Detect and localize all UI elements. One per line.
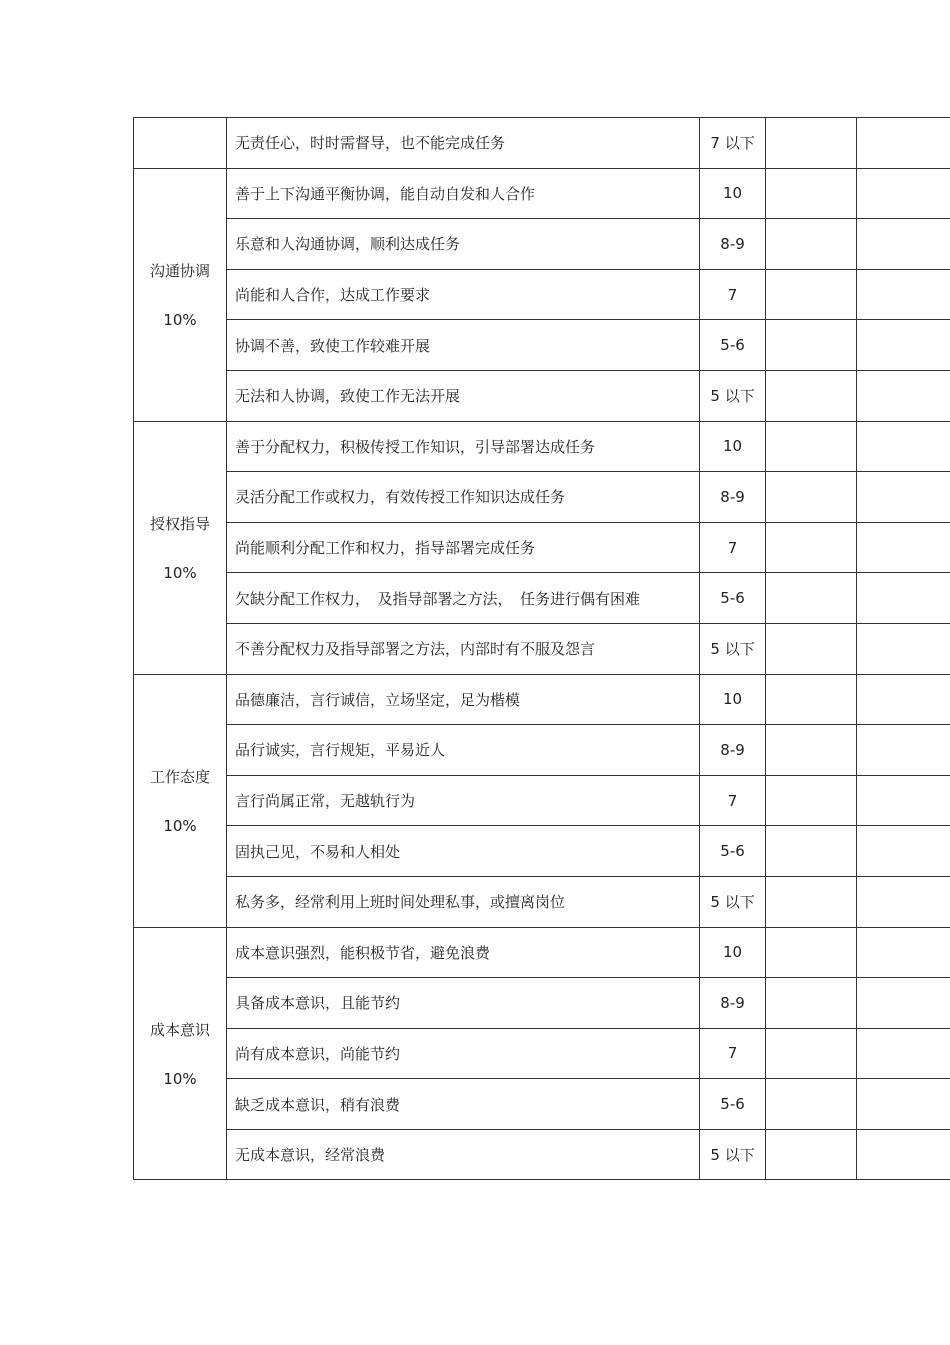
remark-cell <box>856 168 950 219</box>
table-row <box>134 725 950 776</box>
evaluation-table-body <box>134 118 950 1180</box>
remark-cell <box>856 978 950 1029</box>
remark-cell <box>856 876 950 927</box>
rating-cell <box>766 1129 856 1180</box>
category-name: 成本意识 <box>149 1020 210 1039</box>
table-row <box>134 522 950 573</box>
remark-cell <box>856 725 950 776</box>
remark-cell <box>856 1028 950 1079</box>
score-range: 5-6 <box>699 826 765 877</box>
remark-cell <box>856 826 950 877</box>
rating-cell <box>766 1079 856 1130</box>
remark-cell <box>856 1129 950 1180</box>
criteria-description: 善于上下沟通平衡协调，能自动自发和人合作 <box>226 168 699 219</box>
remark-cell <box>856 522 950 573</box>
table-row <box>134 573 950 624</box>
score-range: 10 <box>699 674 765 725</box>
score-range: 8-9 <box>699 978 765 1029</box>
rating-cell <box>766 269 856 320</box>
table-row <box>134 472 950 523</box>
table-row <box>134 623 950 674</box>
table-row <box>134 118 950 169</box>
rating-cell <box>766 421 856 472</box>
rating-cell <box>766 522 856 573</box>
rating-cell <box>766 978 856 1029</box>
category-weight: 10% <box>163 1069 197 1088</box>
criteria-description: 尚有成本意识，尚能节约 <box>226 1028 699 1079</box>
score-range: 8-9 <box>699 472 765 523</box>
rating-cell <box>766 1028 856 1079</box>
table-row <box>134 1129 950 1180</box>
score-range: 10 <box>699 168 765 219</box>
table-row <box>134 674 950 725</box>
category-weight: 10% <box>163 817 197 836</box>
criteria-description: 善于分配权力，积极传授工作知识，引导部署达成任务 <box>226 421 699 472</box>
criteria-description: 无责任心，时时需督导，也不能完成任务 <box>226 118 699 169</box>
table-row <box>134 1028 950 1079</box>
criteria-description: 无法和人协调，致使工作无法开展 <box>226 370 699 421</box>
category-cell-empty <box>134 118 227 169</box>
category-name: 工作态度 <box>149 768 210 787</box>
criteria-description: 成本意识强烈，能积极节省，避免浪费 <box>226 927 699 978</box>
score-range: 7 以下 <box>699 118 765 169</box>
criteria-description: 缺乏成本意识，稍有浪费 <box>226 1079 699 1130</box>
rating-cell <box>766 168 856 219</box>
remark-cell <box>856 927 950 978</box>
rating-cell <box>766 775 856 826</box>
remark-cell <box>856 775 950 826</box>
rating-cell <box>766 826 856 877</box>
criteria-description: 品德廉洁，言行诚信，立场坚定，足为楷模 <box>226 674 699 725</box>
score-range: 7 <box>699 269 765 320</box>
remark-cell <box>856 573 950 624</box>
rating-cell <box>766 320 856 371</box>
table-row <box>134 219 950 270</box>
criteria-description: 乐意和人沟通协调，顺利达成任务 <box>226 219 699 270</box>
remark-cell <box>856 320 950 371</box>
table-row <box>134 421 950 472</box>
criteria-description: 言行尚属正常，无越轨行为 <box>226 775 699 826</box>
remark-cell <box>856 370 950 421</box>
criteria-description: 欠缺分配工作权力， 及指导部署之方法， 任务进行偶有困难 <box>226 573 699 624</box>
criteria-description: 尚能顺利分配工作和权力，指导部署完成任务 <box>226 522 699 573</box>
score-range: 7 <box>699 775 765 826</box>
table-row <box>134 1079 950 1130</box>
criteria-description: 品行诚实，言行规矩，平易近人 <box>226 725 699 776</box>
rating-cell <box>766 725 856 776</box>
remark-cell <box>856 421 950 472</box>
table-row <box>134 876 950 927</box>
criteria-description: 不善分配权力及指导部署之方法，内部时有不服及怨言 <box>226 623 699 674</box>
category-cell <box>134 168 227 421</box>
category-cell <box>134 674 227 927</box>
remark-cell <box>856 269 950 320</box>
table-row <box>134 269 950 320</box>
score-range: 10 <box>699 421 765 472</box>
remark-cell <box>856 674 950 725</box>
table-row <box>134 927 950 978</box>
score-range: 8-9 <box>699 725 765 776</box>
remark-cell <box>856 1079 950 1130</box>
category-cell <box>134 421 227 674</box>
score-range: 8-9 <box>699 219 765 270</box>
score-range: 7 <box>699 522 765 573</box>
evaluation-table <box>133 117 950 1180</box>
table-row <box>134 775 950 826</box>
rating-cell <box>766 927 856 978</box>
category-weight: 10% <box>163 311 197 330</box>
rating-cell <box>766 118 856 169</box>
score-range: 5 以下 <box>699 370 765 421</box>
criteria-description: 协调不善，致使工作较难开展 <box>226 320 699 371</box>
rating-cell <box>766 674 856 725</box>
category-weight: 10% <box>163 564 197 583</box>
category-name: 授权指导 <box>149 515 210 534</box>
category-name: 沟通协调 <box>149 262 210 281</box>
table-row <box>134 370 950 421</box>
table-row <box>134 168 950 219</box>
table-row <box>134 826 950 877</box>
rating-cell <box>766 623 856 674</box>
category-cell <box>134 927 227 1180</box>
rating-cell <box>766 876 856 927</box>
remark-cell <box>856 472 950 523</box>
rating-cell <box>766 219 856 270</box>
remark-cell <box>856 219 950 270</box>
score-range: 7 <box>699 1028 765 1079</box>
criteria-description: 私务多，经常利用上班时间处理私事，或擅离岗位 <box>226 876 699 927</box>
remark-cell <box>856 118 950 169</box>
score-range: 5-6 <box>699 1079 765 1130</box>
score-range: 10 <box>699 927 765 978</box>
score-range: 5 以下 <box>699 876 765 927</box>
table-row <box>134 978 950 1029</box>
score-range: 5-6 <box>699 320 765 371</box>
score-range: 5 以下 <box>699 623 765 674</box>
rating-cell <box>766 573 856 624</box>
table-row <box>134 320 950 371</box>
remark-cell <box>856 623 950 674</box>
score-range: 5-6 <box>699 573 765 624</box>
criteria-description: 灵活分配工作或权力，有效传授工作知识达成任务 <box>226 472 699 523</box>
criteria-description: 固执己见，不易和人相处 <box>226 826 699 877</box>
criteria-description: 具备成本意识，且能节约 <box>226 978 699 1029</box>
rating-cell <box>766 472 856 523</box>
criteria-description: 尚能和人合作，达成工作要求 <box>226 269 699 320</box>
criteria-description: 无成本意识，经常浪费 <box>226 1129 699 1180</box>
rating-cell <box>766 370 856 421</box>
score-range: 5 以下 <box>699 1129 765 1180</box>
